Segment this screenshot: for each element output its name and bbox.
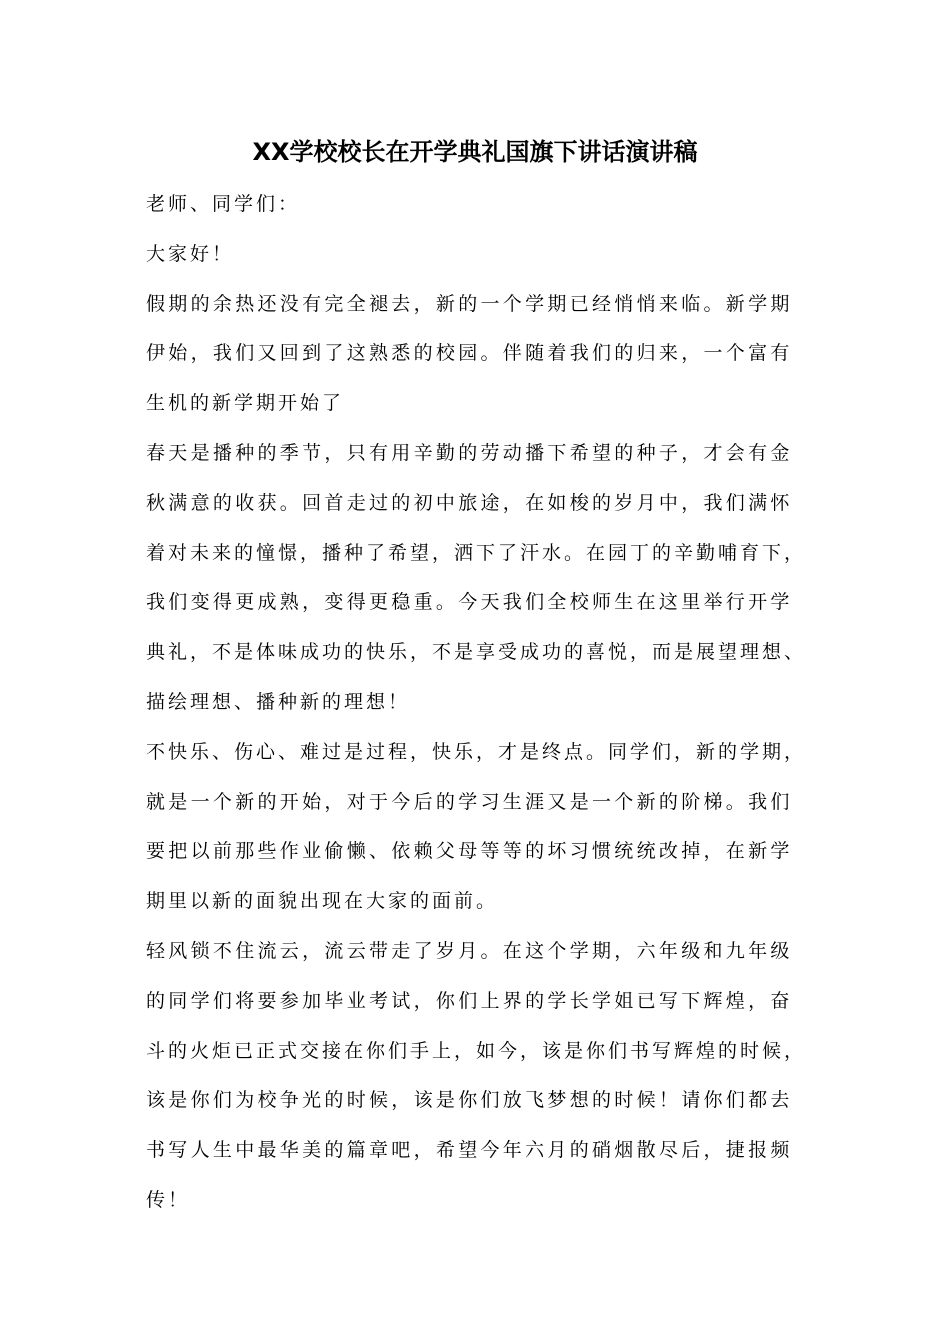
text-line: 要把以前那些作业偷懒、依赖父母等等的坏习惯统统改掉，在新学 bbox=[146, 840, 793, 863]
text-line: 秋满意的收获。回首走过的初中旅途，在如梭的岁月中，我们满怀 bbox=[146, 491, 793, 514]
text-line: 书写人生中最华美的篇章吧，希望今年六月的硝烟散尽后，捷报频 bbox=[146, 1139, 793, 1162]
text-line: 生机的新学期开始了 bbox=[146, 392, 345, 415]
greeting-line: 大家好！ bbox=[146, 242, 235, 265]
text-line: 春天是播种的季节，只有用辛勤的劳动播下希望的种子，才会有金 bbox=[146, 441, 793, 464]
text-line: 就是一个新的开始，对于今后的学习生涯又是一个新的阶梯。我们 bbox=[146, 790, 793, 813]
text-line: 不快乐、伤心、难过是过程，快乐，才是终点。同学们，新的学期， bbox=[146, 740, 807, 763]
text-line: 伊始，我们又回到了这熟悉的校园。伴随着我们的归来，一个富有 bbox=[146, 342, 793, 365]
text-line: 斗的火炬已正式交接在你们手上，如今，该是你们书写辉煌的时候， bbox=[146, 1039, 807, 1062]
salutation-line: 老师、同学们： bbox=[146, 193, 301, 215]
text-line: 传！ bbox=[146, 1188, 191, 1211]
document-title: XX学校校长在开学典礼国旗下讲话演讲稿 bbox=[252, 138, 698, 166]
text-line: 轻风锁不住流云，流云带走了岁月。在这个学期，六年级和九年级 bbox=[146, 939, 793, 962]
text-line: 的同学们将要参加毕业考试，你们上界的学长学姐已写下辉煌，奋 bbox=[146, 989, 793, 1012]
text-line: 描绘理想、播种新的理想！ bbox=[146, 690, 411, 713]
text-line: 典礼，不是体味成功的快乐，不是享受成功的喜悦，而是展望理想、 bbox=[146, 641, 807, 664]
text-line: 该是你们为校争光的时候，该是你们放飞梦想的时候！请你们都去 bbox=[146, 1089, 793, 1112]
document-body bbox=[146, 180, 806, 1226]
text-line: 假期的余热还没有完全褪去，新的一个学期已经悄悄来临。新学期 bbox=[146, 292, 793, 315]
text-line: 我们变得更成熟，变得更稳重。今天我们全校师生在这里举行开学 bbox=[146, 591, 793, 614]
text-line: 期里以新的面貌出现在大家的面前。 bbox=[146, 890, 499, 913]
text-line: 着对未来的憧憬，播种了希望，洒下了汗水。在园丁的辛勤哺育下， bbox=[146, 541, 807, 564]
